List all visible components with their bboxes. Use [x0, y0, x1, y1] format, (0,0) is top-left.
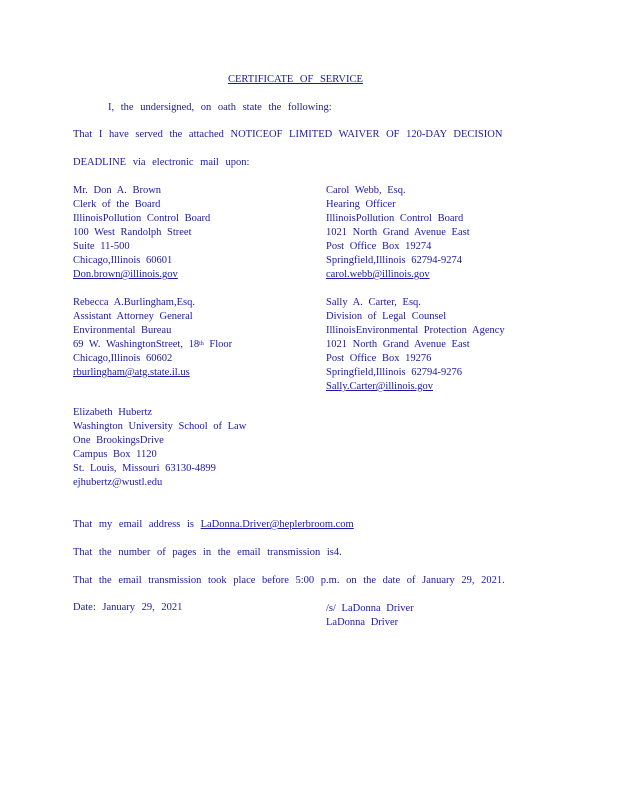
signature: /s/ LaDonna Driver — [326, 603, 414, 614]
recipient-line: Campus Box 1120 — [73, 449, 157, 460]
recipient-line: Washington University School of Law — [73, 421, 247, 432]
recipient-elizabeth-hubertz — [73, 406, 246, 490]
signer-name: LaDonna Driver — [326, 617, 399, 628]
recipient-line: Sally A. Carter, Esq. — [326, 297, 421, 308]
recipient-sally-carter — [326, 296, 505, 394]
service-statement-line-1: That I have served the attached NOTICEOF LIMITED WAIVER OF 120-DAY DECISION — [73, 129, 503, 140]
recipient-rebecca-burlingham — [73, 296, 232, 380]
recipient-email-link[interactable]: rburlingham@atg.state.il.us — [73, 367, 190, 378]
recipient-line: 69 W. WashingtonStreet, 18th Floor — [73, 339, 233, 350]
recipient-email-link[interactable]: carol.webb@illinois.gov — [326, 269, 430, 280]
recipient-line: Chicago,Illinois 60602 — [73, 353, 173, 364]
pages-line: That the number of pages in the email transmission is4. — [73, 547, 342, 558]
recipient-line: Environmental Bureau — [73, 325, 172, 336]
signature-block — [326, 602, 414, 630]
recipient-line: Clerk of the Board — [73, 199, 161, 210]
recipient-carol-webb — [326, 184, 470, 282]
recipient-line: 1021 North Grand Avenue East — [326, 227, 470, 238]
recipient-line: St. Louis, Missouri 63130-4899 — [73, 463, 216, 474]
recipient-line: IllinoisPollution Control Board — [326, 213, 464, 224]
recipient-line: Post Office Box 19274 — [326, 241, 432, 252]
floor-superscript: th — [199, 341, 204, 347]
page-title: CERTIFICATE OF SERVICE — [228, 74, 363, 85]
service-statement-line-2: DEADLINE via electronic mail upon: — [73, 157, 250, 168]
recipient-line: IllinoisPollution Control Board — [73, 213, 211, 224]
recipient-email-link[interactable]: ejhubertz@wustl.edu — [73, 477, 163, 488]
recipient-line: 1021 North Grand Avenue East — [326, 339, 470, 350]
recipient-line: IllinoisEnvironmental Protection Agency — [326, 325, 505, 336]
recipient-line: Rebecca A.Burlingham,Esq. — [73, 297, 195, 308]
recipient-line: Springfield,Illinois 62794-9274 — [326, 255, 462, 266]
recipient-line: Springfield,Illinois 62794-9276 — [326, 367, 462, 378]
recipient-line: Hearing Officer — [326, 199, 396, 210]
recipient-line: Division of Legal Counsel — [326, 311, 447, 322]
recipient-line: 100 West Randolph Street — [73, 227, 192, 238]
transmission-time-line: That the email transmission took place before 5:00 p.m. on the date of January 29, 2021. — [73, 575, 505, 586]
recipient-line: Assistant Attorney General — [73, 311, 193, 322]
intro-text: I, the undersigned, on oath state the following: — [108, 102, 332, 113]
email-line-prefix: That my email address is — [73, 519, 194, 530]
recipient-line: Chicago,Illinois 60601 — [73, 255, 173, 266]
recipient-email-link[interactable]: Don.brown@illinois.gov — [73, 269, 178, 280]
recipient-line: Carol Webb, Esq. — [326, 185, 406, 196]
recipient-don-brown — [73, 184, 210, 282]
sender-email-link[interactable]: LaDonna.Driver@heplerbroom.com — [200, 519, 354, 530]
date-line: Date: January 29, 2021 — [73, 602, 183, 613]
recipient-line: Post Office Box 19276 — [326, 353, 432, 364]
recipient-line: One BrookingsDrive — [73, 435, 164, 446]
recipient-line: Elizabeth Hubertz — [73, 407, 153, 418]
email-address-line — [73, 519, 354, 530]
recipient-line: Mr. Don A. Brown — [73, 185, 162, 196]
recipient-line: Suite 11-500 — [73, 241, 130, 252]
recipient-email-link[interactable]: Sally.Carter@illinois.gov — [326, 381, 433, 392]
